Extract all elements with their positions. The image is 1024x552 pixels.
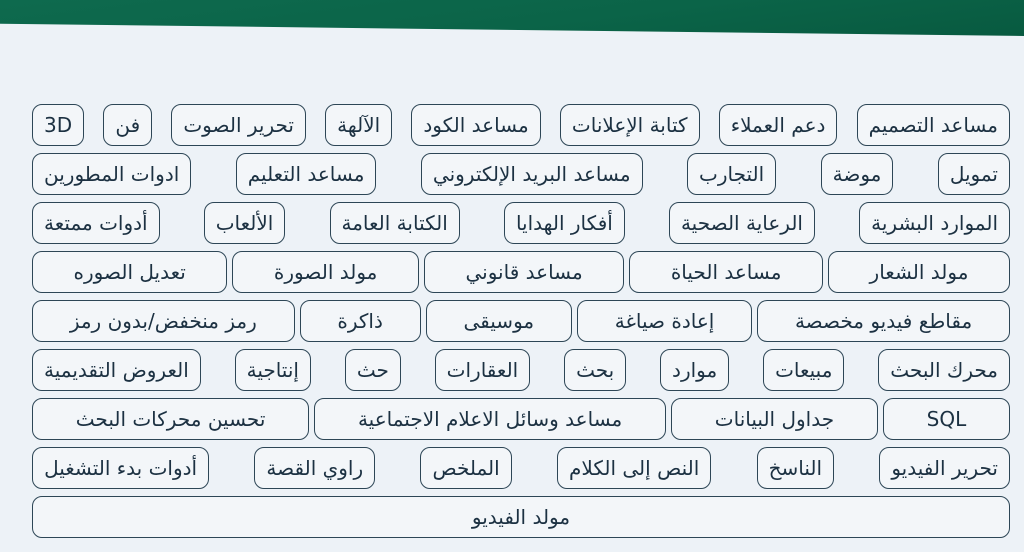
chip-presentations[interactable]: العروض التقديمية <box>32 349 201 391</box>
chip-finance[interactable]: تمويل <box>938 153 1010 195</box>
chip-row <box>32 398 1010 440</box>
chip-code-assistant[interactable]: مساعد الكود <box>411 104 540 146</box>
header-banner <box>0 0 1024 36</box>
chip-social-media-assistant[interactable]: مساعد وسائل الاعلام الاجتماعية <box>314 398 666 440</box>
chip-row <box>32 202 1010 244</box>
chip-real-estate[interactable]: العقارات <box>435 349 531 391</box>
chip-experiments[interactable]: التجارب <box>687 153 776 195</box>
chip-fashion[interactable]: موضة <box>821 153 894 195</box>
chip-general-writing[interactable]: الكتابة العامة <box>330 202 460 244</box>
chip-logo-generator[interactable]: مولد الشعار <box>828 251 1010 293</box>
chip-spreadsheets[interactable]: جداول البيانات <box>671 398 878 440</box>
chip-row <box>32 496 1010 538</box>
chip-row <box>32 153 1010 195</box>
chip-memory[interactable]: ذاكرة <box>300 300 421 342</box>
chip-transcriber[interactable]: الناسخ <box>757 447 834 489</box>
chip-sales[interactable]: مبيعات <box>763 349 844 391</box>
chip-paraphrasing[interactable]: إعادة صياغة <box>577 300 752 342</box>
chip-healthcare[interactable]: الرعاية الصحية <box>669 202 815 244</box>
chip-sql[interactable]: SQL <box>883 398 1010 440</box>
chip-copywriting[interactable]: كتابة الإعلانات <box>560 104 700 146</box>
chip-human-resources[interactable]: الموارد البشرية <box>859 202 1010 244</box>
chip-music[interactable]: موسيقى <box>426 300 572 342</box>
chip-gift-ideas[interactable]: أفكار الهدايا <box>504 202 625 244</box>
chip-email-assistant[interactable]: مساعد البريد الإلكتروني <box>421 153 643 195</box>
chip-search-engine[interactable]: محرك البحث <box>878 349 1010 391</box>
chip-resources[interactable]: موارد <box>660 349 729 391</box>
chip-fun-tools[interactable]: أدوات ممتعة <box>32 202 160 244</box>
chip-low-code-no-code[interactable]: رمز منخفض/بدون رمز <box>32 300 295 342</box>
chip-design-assistant[interactable]: مساعد التصميم <box>857 104 1010 146</box>
chip-video-generator[interactable]: مولد الفيديو <box>32 496 1010 538</box>
chip-row <box>32 349 1010 391</box>
chip-research[interactable]: بحث <box>564 349 626 391</box>
chip-summarizer[interactable]: الملخص <box>420 447 511 489</box>
chip-legal-assistant[interactable]: مساعد قانوني <box>424 251 624 293</box>
category-chip-list <box>32 104 1010 545</box>
chip-prompt[interactable]: حث <box>345 349 401 391</box>
chip-developer-tools[interactable]: ادوات المطورين <box>32 153 191 195</box>
chip-image-editing[interactable]: تعديل الصوره <box>32 251 227 293</box>
chip-startup-tools[interactable]: أدوات بدء التشغيل <box>32 447 209 489</box>
chip-row <box>32 104 1010 146</box>
chip-gods[interactable]: الآلهة <box>325 104 392 146</box>
chip-row <box>32 300 1010 342</box>
chip-art[interactable]: فن <box>103 104 152 146</box>
chip-audio-editing[interactable]: تحرير الصوت <box>171 104 306 146</box>
chip-games[interactable]: الألعاب <box>204 202 286 244</box>
chip-image-generator[interactable]: مولد الصورة <box>232 251 419 293</box>
chip-row <box>32 447 1010 489</box>
chip-row <box>32 251 1010 293</box>
chip-video-editing[interactable]: تحرير الفيديو <box>879 447 1010 489</box>
chip-customer-support[interactable]: دعم العملاء <box>719 104 838 146</box>
chip-storyteller[interactable]: راوي القصة <box>254 447 375 489</box>
chip-life-assistant[interactable]: مساعد الحياة <box>629 251 823 293</box>
chip-productivity[interactable]: إنتاجية <box>235 349 311 391</box>
chip-3d[interactable]: 3D <box>32 104 84 146</box>
chip-seo[interactable]: تحسين محركات البحث <box>32 398 309 440</box>
chip-custom-videos[interactable]: مقاطع فيديو مخصصة <box>757 300 1010 342</box>
chip-education-assistant[interactable]: مساعد التعليم <box>236 153 377 195</box>
chip-text-to-speech[interactable]: النص إلى الكلام <box>557 447 711 489</box>
